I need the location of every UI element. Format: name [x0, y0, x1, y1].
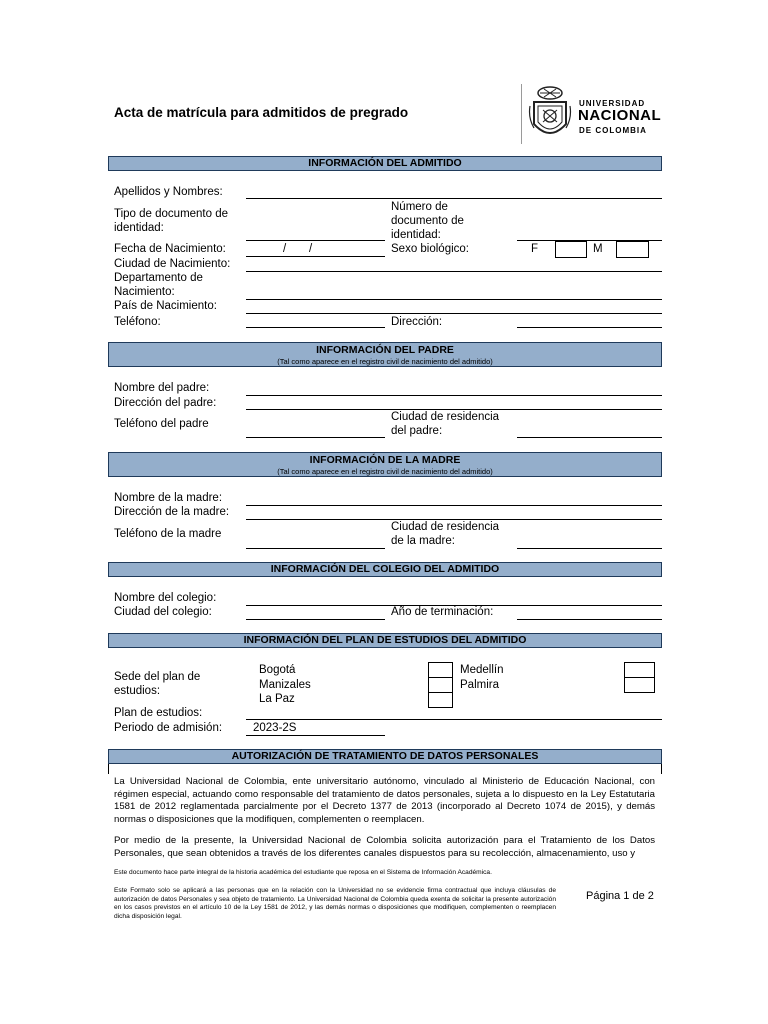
label-pais-nac: País de Nacimiento: — [114, 300, 217, 312]
label-nombre-padre: Nombre del padre: — [114, 382, 210, 394]
label-anio-colegio: Año de terminación: — [391, 606, 494, 618]
label-sexo-m: M — [593, 243, 603, 255]
padre-header-title: INFORMACIÓN DEL PADRE — [316, 344, 454, 356]
label-sede: Sede del plan de estudios: — [114, 671, 201, 697]
checkbox-sexo-m[interactable] — [616, 241, 649, 258]
checkbox-medellin[interactable] — [624, 662, 655, 678]
checkbox-manizales[interactable] — [428, 677, 453, 693]
logo-line3: DE COLOMBIA — [579, 126, 647, 135]
label-ciudad-madre: Ciudad de residencia de la madre: — [391, 521, 500, 547]
autorizacion-right-border — [661, 764, 662, 774]
university-seal-icon — [528, 84, 572, 144]
field-depto-nac[interactable] — [246, 299, 662, 300]
label-direccion-padre: Dirección del padre: — [114, 397, 217, 409]
field-anio-colegio[interactable] — [517, 619, 662, 620]
section-header-plan: INFORMACIÓN DEL PLAN DE ESTUDIOS DEL ADMITIDO — [108, 633, 662, 648]
checkbox-palmira[interactable] — [624, 677, 655, 693]
label-direccion: Dirección: — [391, 316, 443, 328]
label-ciudad-colegio: Ciudad del colegio: — [114, 606, 212, 618]
field-ciudad-colegio[interactable] — [246, 619, 385, 620]
label-telefono: Teléfono: — [114, 316, 161, 328]
autorizacion-left-border — [108, 764, 109, 774]
logo-divider — [521, 84, 522, 144]
section-header-madre — [108, 452, 662, 477]
footer-note-2: Este Formato solo se aplicará a las personas que en la relación con la Universidad no se evidencie firma contractual que incluya cláusulas de autorización de datos Personales y sea objeto de tratamiento. La Universidad Nacional de Colombia queda exenta de solicitar la presente autorización en los casos previstos en el artículo 10 de la Ley 1581 de 2012, y las demás normas o disposiciones que modifiquen, complementen o reemplacen dicha disposición legal. — [114, 887, 556, 920]
field-fecha-nac[interactable] — [246, 256, 385, 257]
field-telefono-padre[interactable] — [246, 437, 385, 438]
madre-header-sub: (Tal como aparece en el registro civil de nacimiento del admitido) — [277, 467, 493, 476]
field-nombre-madre[interactable] — [246, 505, 662, 506]
label-sexo: Sexo biológico: — [391, 243, 469, 255]
field-nombre-padre[interactable] — [246, 395, 662, 396]
section-header-padre — [108, 342, 662, 367]
periodo-value: 2023-2S — [253, 722, 297, 734]
fecha-separator-1: / — [283, 243, 287, 255]
section-header-colegio: INFORMACIÓN DEL COLEGIO DEL ADMITIDO — [108, 562, 662, 577]
fecha-separator-2: / — [309, 243, 313, 255]
field-pais-nac[interactable] — [246, 313, 662, 314]
label-ciudad-nac: Ciudad de Nacimiento: — [114, 258, 231, 270]
checkbox-lapaz[interactable] — [428, 692, 453, 708]
sede-bogota: Bogotá — [259, 664, 296, 676]
section-header-autorizacion: AUTORIZACIÓN DE TRATAMIENTO DE DATOS PERSONALES — [108, 749, 662, 764]
label-sexo-f: F — [531, 243, 539, 255]
label-telefono-madre: Teléfono de la madre — [114, 528, 222, 540]
label-apellidos: Apellidos y Nombres: — [114, 186, 223, 198]
logo-line1: UNIVERSIDAD — [579, 99, 646, 108]
sede-medellin: Medellín — [460, 664, 504, 676]
label-direccion-madre: Dirección de la madre: — [114, 506, 230, 518]
label-fecha-nac: Fecha de Nacimiento: — [114, 243, 226, 255]
sede-palmira: Palmira — [460, 679, 499, 691]
sede-manizales: Manizales — [259, 679, 311, 691]
sede-lapaz: La Paz — [259, 693, 295, 705]
label-depto-nac: Departamento de Nacimiento: — [114, 272, 203, 298]
field-tipo-doc[interactable] — [246, 240, 385, 241]
label-telefono-padre: Teléfono del padre — [114, 418, 209, 430]
checkbox-bogota[interactable] — [428, 662, 453, 678]
label-periodo: Periodo de admisión: — [114, 722, 223, 734]
footer-note-1: Este documento hace parte integral de la historia académica del estudiante que reposa en el Sistema de Información Académica. — [114, 869, 492, 876]
field-telefono-madre[interactable] — [246, 548, 385, 549]
field-telefono[interactable] — [246, 327, 385, 328]
field-periodo[interactable] — [246, 735, 385, 736]
autorizacion-paragraph-1: La Universidad Nacional de Colombia, ente universitario autónomo, vinculado al Ministerio de Educación Nacional, con régimen especial, actuando como responsable del tratamiento de datos personales, sujeta a lo dispuesto en la Ley Estatutaria 1581 de 2012 reglamentada parcialmente por el Decreto 1377 de 2013 (incorporado al Decreto 1074 de 2015), y demás normas o disposiciones que la modifiquen, complementen o reemplacen. — [114, 776, 655, 825]
field-ciudad-madre[interactable] — [517, 548, 662, 549]
madre-header-title: INFORMACIÓN DE LA MADRE — [309, 454, 461, 466]
section-header-admitido: INFORMACIÓN DEL ADMITIDO — [108, 156, 662, 171]
page-title: Acta de matrícula para admitidos de pregrado — [114, 105, 409, 120]
checkbox-sexo-f[interactable] — [555, 241, 587, 258]
label-ciudad-padre: Ciudad de residencia del padre: — [391, 411, 500, 437]
field-ciudad-nac[interactable] — [246, 271, 662, 272]
field-direccion[interactable] — [517, 327, 662, 328]
field-plan-estudios[interactable] — [246, 719, 662, 720]
label-numero-doc: Número de documento de identidad: — [391, 201, 464, 241]
field-ciudad-padre[interactable] — [517, 437, 662, 438]
label-nombre-colegio: Nombre del colegio: — [114, 592, 217, 604]
label-plan-estudios: Plan de estudios: — [114, 707, 203, 719]
field-apellidos[interactable] — [246, 198, 662, 199]
logo-line2: NACIONAL — [578, 107, 662, 124]
padre-header-sub: (Tal como aparece en el registro civil de nacimiento del admitido) — [277, 357, 493, 366]
label-tipo-doc: Tipo de documento de identidad: — [114, 208, 229, 234]
label-nombre-madre: Nombre de la madre: — [114, 492, 223, 504]
page-number: Página 1 de 2 — [586, 890, 654, 902]
autorizacion-paragraph-2: Por medio de la presente, la Universidad Nacional de Colombia solicita autorización para el Tratamiento de los Datos Personales, que sean obtenidos a través de los diferentes canales dispuestos para su recolección, almacenamiento, uso y — [114, 835, 655, 859]
